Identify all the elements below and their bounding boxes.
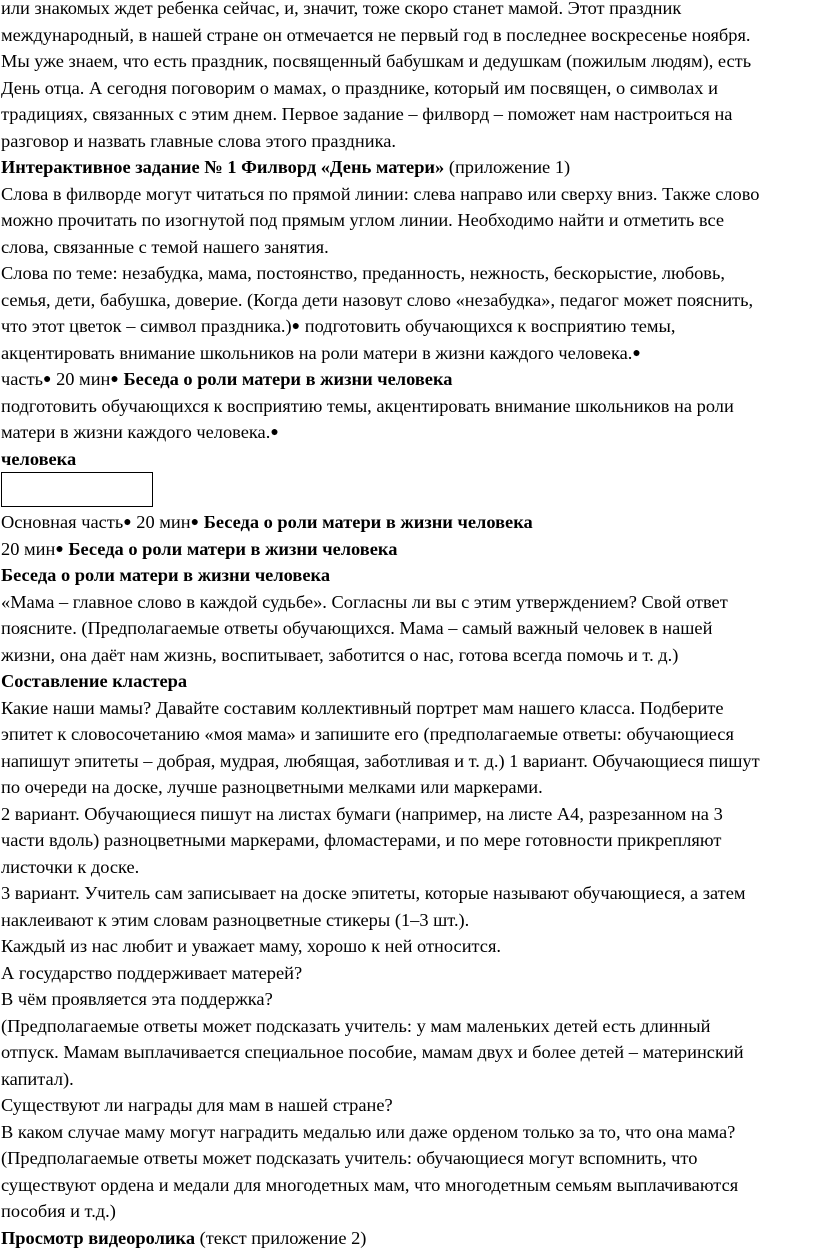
bullet-icon: ● <box>292 319 300 334</box>
text-line <box>0 313 816 340</box>
text-line: существуют ордена и медали для многодетных мам, что многодетным семьям выплачиваются <box>0 1172 816 1199</box>
text-line: наклеивают к этим словам разноцветные стикеры (1–3 шт.). <box>0 907 816 934</box>
text-fragment: Основная часть <box>1 512 123 532</box>
text-line: части вдоль) разноцветными маркерами, фломастерами, и по мере готовности прикрепляют <box>0 827 816 854</box>
bullet-icon: ● <box>270 425 278 440</box>
text-line: подготовить обучающихся к восприятию темы, акцентировать внимание школьников на роли <box>0 393 816 420</box>
task-heading: Интерактивное задание № 1 Филворд «День матери» <box>1 157 444 177</box>
text-line: 2 вариант. Обучающиеся пишут на листах бумаги (например, на листе А4, разрезанном на 3 <box>0 801 816 828</box>
text-line <box>0 340 816 367</box>
section-heading: Беседа о роли матери в жизни человека <box>199 512 533 532</box>
text-line <box>0 536 816 563</box>
text-line: (Предполагаемые ответы может подсказать учитель: у мам маленьких детей есть длинный <box>0 1013 816 1040</box>
text-line: пособия и т.д.) <box>0 1198 816 1225</box>
text-line: А государство поддерживает матерей? <box>0 960 816 987</box>
text-line: жизни, она даёт нам жизнь, воспитывает, заботится о нас, готова всегда помочь и т. д.) <box>0 642 816 669</box>
text-line: эпитет к словосочетанию «моя мама» и запишите его (предполагаемые ответы: обучающиеся <box>0 721 816 748</box>
text-line: листочки к доске. <box>0 854 816 881</box>
text-line-bold: человека <box>0 446 816 473</box>
text-line: День отца. А сегодня поговорим о мамах, о празднике, который им посвящен, о символах и <box>0 75 816 102</box>
text-fragment: 20 мин <box>132 512 191 532</box>
video-heading-line <box>0 1225 816 1251</box>
text-line: Какие наши мамы? Давайте составим коллективный портрет мам нашего класса. Подберите <box>0 695 816 722</box>
task-heading-line <box>0 154 816 181</box>
section-heading: Беседа о роли матери в жизни человека <box>0 562 816 589</box>
text-line: Мы уже знаем, что есть праздник, посвященный бабушкам и дедушкам (пожилым людям), есть <box>0 48 816 75</box>
empty-table-cell <box>1 472 153 507</box>
text-line: «Мама – главное слово в каждой судьбе». Согласны ли вы с этим утверждением? Свой ответ <box>0 589 816 616</box>
text-line: В каком случае маму могут наградить медалью или даже орденом только за то, что она мама? <box>0 1119 816 1146</box>
text-line: разговор и назвать главные слова этого праздника. <box>0 128 816 155</box>
text-line: Слова по теме: незабудка, мама, постоянство, преданность, нежность, бескорыстие, любовь, <box>0 260 816 287</box>
text-line: Каждый из нас любит и уважает маму, хорошо к ней относится. <box>0 933 816 960</box>
text-line: международный, в нашей стране он отмечается не первый год в последнее воскресенье ноября. <box>0 22 816 49</box>
text-line: традициях, связанных с этим днем. Первое задание – филворд – поможет нам настроиться на <box>0 101 816 128</box>
bullet-icon: ● <box>43 372 51 387</box>
text-fragment: 20 мин <box>1 539 55 559</box>
text-line <box>0 366 816 393</box>
text-line: или знакомых ждет ребенка сейчас, и, значит, тоже скоро станет мамой. Этот праздник <box>0 0 816 22</box>
section-heading: Просмотр видеоролика <box>1 1228 195 1248</box>
bullet-icon: ● <box>632 346 640 361</box>
text-line: слова, связанные с темой нашего занятия. <box>0 234 816 261</box>
bullet-icon: ● <box>123 515 131 530</box>
text-line: по очереди на доске, лучше разноцветными мелками или маркерами. <box>0 774 816 801</box>
bullet-icon: ● <box>191 515 199 530</box>
text-fragment: подготовить обучающихся к восприятию темы, <box>300 316 675 336</box>
bullet-icon: ● <box>110 372 118 387</box>
task-heading-note: (приложение 1) <box>444 157 570 177</box>
text-fragment: часть <box>1 369 43 389</box>
text-line: Слова в филворде могут читаться по прямой линии: слева направо или сверху вниз. Также слово <box>0 181 816 208</box>
text-line: напишут эпитеты – добрая, мудрая, любящая, заботливая и т. д.) 1 вариант. Обучающиеся пишут <box>0 748 816 775</box>
text-line: (Предполагаемые ответы может подсказать учитель: обучающиеся могут вспомнить, что <box>0 1145 816 1172</box>
section-heading: Составление кластера <box>0 668 816 695</box>
bullet-icon: ● <box>55 542 63 557</box>
text-line <box>0 419 816 446</box>
text-line: можно прочитать по изогнутой под прямым углом линии. Необходимо найти и отметить все <box>0 207 816 234</box>
text-line: отпуск. Мамам выплачивается специальное пособие, мамам двух и более детей – материнский <box>0 1039 816 1066</box>
text-line: поясните. (Предполагаемые ответы обучающихся. Мама – самый важный человек в нашей <box>0 615 816 642</box>
text-line: семья, дети, бабушка, доверие. (Когда дети назовут слово «незабудка», педагог может пояснить, <box>0 287 816 314</box>
text-line: В чём проявляется эта поддержка? <box>0 986 816 1013</box>
section-heading: Беседа о роли матери в жизни человека <box>64 539 398 559</box>
text-fragment: 20 мин <box>51 369 110 389</box>
text-line <box>0 509 816 536</box>
text-line: 3 вариант. Учитель сам записывает на доске эпитеты, которые называют обучающиеся, а затем <box>0 880 816 907</box>
text-fragment: матери в жизни каждого человека. <box>1 422 270 442</box>
text-line: капитал). <box>0 1066 816 1093</box>
text-fragment: что этот цветок – символ праздника.) <box>1 316 292 336</box>
section-heading: Беседа о роли матери в жизни человека <box>119 369 453 389</box>
text-fragment: акцентировать внимание школьников на роли матери в жизни каждого человека. <box>1 343 632 363</box>
text-line: Существуют ли награды для мам в нашей стране? <box>0 1092 816 1119</box>
section-heading-note: (текст приложение 2) <box>195 1228 366 1248</box>
